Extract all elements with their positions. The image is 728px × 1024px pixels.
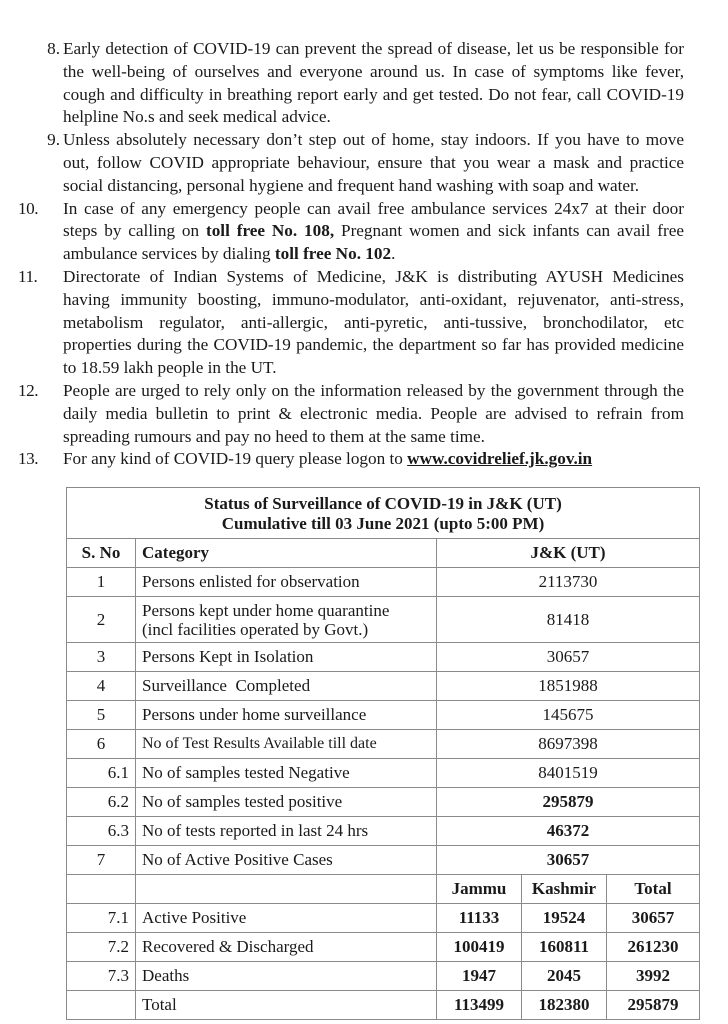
table-row [67, 701, 700, 730]
row-jammu: 100419 [437, 933, 522, 962]
advisory-text: In case of any emergency people can avail free ambulance services 24x7 at their door steps by calling on [63, 198, 684, 241]
row-category: No of samples tested positive [136, 788, 437, 817]
advisory-text: For any kind of COVID-19 query please logon to [63, 449, 408, 469]
table-title [67, 488, 700, 539]
breakdown-row [67, 933, 700, 962]
row-jammu: 113499 [437, 991, 522, 1020]
row-value: 30657 [437, 846, 700, 875]
advisory-item-9 [18, 129, 684, 197]
row-sno: 6.2 [67, 788, 136, 817]
table-row [67, 759, 700, 788]
row-sno: 5 [67, 701, 136, 730]
header-jammu: Jammu [437, 875, 522, 904]
advisory-number: 12. [18, 380, 38, 400]
row-sno: 7.1 [67, 904, 136, 933]
advisory-text: People are urged to rely only on the information released by the government through the daily media bulletin to print & electronic media. People are advised to refrain from spreading rumours and pay no heed to them at the same time. [63, 380, 684, 446]
empty-cell [67, 875, 136, 904]
breakdown-header-row [67, 875, 700, 904]
row-value: 30657 [437, 643, 700, 672]
advisory-number: 10. [18, 198, 38, 218]
breakdown-total-row [67, 991, 700, 1020]
row-jammu: 1947 [437, 962, 522, 991]
row-category: Persons Kept in Isolation [136, 643, 437, 672]
toll-free-108: toll free No. 108, [205, 221, 335, 241]
row-sno: 7.3 [67, 962, 136, 991]
table-row [67, 817, 700, 846]
row-kashmir: 19524 [522, 904, 607, 933]
advisory-number: 9. [47, 130, 60, 150]
table-row [67, 730, 700, 759]
table-header-row [67, 539, 700, 568]
row-value: 295879 [437, 788, 700, 817]
row-kashmir: 182380 [522, 991, 607, 1020]
row-category: Persons enlisted for observation [136, 568, 437, 597]
row-category: Surveillance Completed [136, 672, 437, 701]
row-category: No of samples tested Negative [136, 759, 437, 788]
row-sno: 2 [67, 597, 136, 643]
table-row [67, 846, 700, 875]
row-sno: 4 [67, 672, 136, 701]
advisory-number: 13. [18, 449, 38, 469]
advisory-item-12 [18, 380, 684, 448]
advisory-item-13 [18, 448, 684, 471]
row-category: Persons under home surveillance [136, 701, 437, 730]
advisory-text: . [391, 244, 396, 264]
row-category: No of Test Results Available till date [136, 730, 437, 759]
row-sno: 7.2 [67, 933, 136, 962]
surveillance-table [66, 487, 700, 1020]
row-value: 46372 [437, 817, 700, 846]
row-total: 3992 [607, 962, 700, 991]
table-row [67, 672, 700, 701]
advisory-text: Early detection of COVID-19 can prevent the spread of disease, let us be responsible for the well-being of ourselves and everyone around us. In case of symptoms like fever, cough and difficulty in breathing report early and get tested. Do not fear, call COVID-19 helpline No.s and seek medical advice. [63, 39, 684, 127]
table-row [67, 788, 700, 817]
row-sno: 6.1 [67, 759, 136, 788]
row-category-line2: (incl facilities operated by Govt.) [142, 619, 369, 639]
empty-cell [136, 875, 437, 904]
covid-relief-link[interactable]: www.covidrelief.jk.gov.in [407, 449, 593, 469]
row-category [136, 597, 437, 643]
row-sno: 6.3 [67, 817, 136, 846]
row-category: No of tests reported in last 24 hrs [136, 817, 437, 846]
row-value: 2113730 [437, 568, 700, 597]
advisory-item-11 [18, 266, 684, 380]
header-category: Category [136, 539, 437, 568]
advisory-item-10 [18, 198, 684, 266]
row-total: 295879 [607, 991, 700, 1020]
row-category: Total [136, 991, 437, 1020]
header-sno: S. No [67, 539, 136, 568]
advisory-text: Unless absolutely necessary don’t step out of home, stay indoors. If you have to move out, follow COVID appropriate behaviour, ensure that you wear a mask and practice social distancing, personal hygiene and frequent hand washing with soap and water. [63, 130, 684, 195]
advisory-number: 11. [18, 266, 38, 286]
row-category-line1: Persons kept under home quarantine [142, 600, 390, 620]
row-total: 30657 [607, 904, 700, 933]
row-kashmir: 2045 [522, 962, 607, 991]
advisory-text: Pregnant women and sick infants can avail free ambulance services by dialing [63, 221, 684, 264]
table-row [67, 597, 700, 643]
row-sno: 1 [67, 568, 136, 597]
advisory-number: 8. [47, 39, 60, 58]
header-kashmir: Kashmir [522, 875, 607, 904]
row-category: Deaths [136, 962, 437, 991]
table-title-line1: Status of Surveillance of COVID-19 in J&K (UT) [204, 494, 562, 513]
row-category: No of Active Positive Cases [136, 846, 437, 875]
row-jammu: 11133 [437, 904, 522, 933]
table-title-line2: Cumulative till 03 June 2021 (upto 5:00 PM) [221, 514, 545, 533]
advisory-text: Directorate of Indian Systems of Medicine, J&K is distributing AYUSH Medicines having immunity boosting, immuno-modulator, anti-oxidant, rejuvenator, anti-stress, metabolism regulator, anti-allergic, anti-pyretic, anti-tussive, bronchodilator, etc properties during the COVID-19 pandemic, the department so far has provided medicine to 18.59 lakh people in the UT. [63, 266, 684, 378]
breakdown-row [67, 904, 700, 933]
row-value: 81418 [437, 597, 700, 643]
row-total: 261230 [607, 933, 700, 962]
row-category: Recovered & Discharged [136, 933, 437, 962]
table-row [67, 643, 700, 672]
row-value: 8401519 [437, 759, 700, 788]
breakdown-row [67, 962, 700, 991]
row-value: 8697398 [437, 730, 700, 759]
row-value: 1851988 [437, 672, 700, 701]
advisory-list [18, 38, 684, 471]
advisory-item-8 [18, 38, 684, 129]
row-sno: 3 [67, 643, 136, 672]
toll-free-102: toll free No. 102 [274, 244, 392, 264]
row-sno [67, 991, 136, 1020]
row-sno: 6 [67, 730, 136, 759]
row-sno: 7 [67, 846, 136, 875]
row-value: 145675 [437, 701, 700, 730]
header-total: Total [607, 875, 700, 904]
row-category: Active Positive [136, 904, 437, 933]
row-kashmir: 160811 [522, 933, 607, 962]
header-jk-ut: J&K (UT) [437, 539, 700, 568]
table-row [67, 568, 700, 597]
